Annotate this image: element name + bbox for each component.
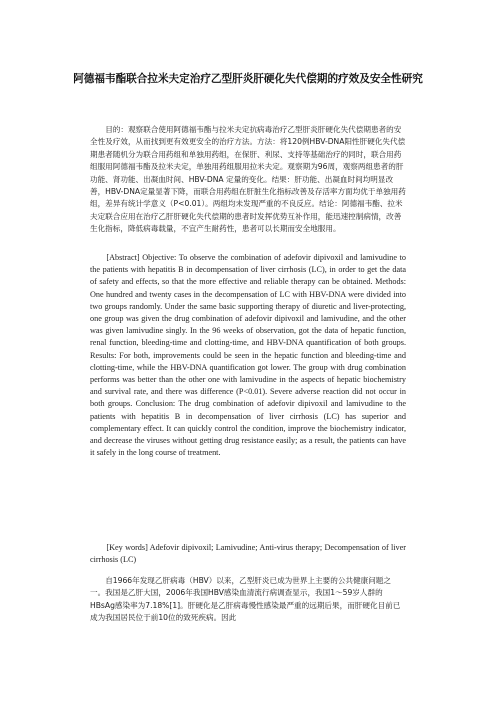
english-abstract: [Abstract] Objective: To observe the combination of adefovir dipivoxil and lamivudine to the patients with hepatitis B in decompensation of liver cirrhosis (LC), in order to get the data of safety and effects, so that the more effective and reliable therapy can be obtained. Methods: One hundred and twenty cases in the decompensation of LC with HBV-DNA were divided into two groups randomly. Under the same basic supporting therapy of diuretic and liver-protecting, one group was given the drug combination of adefovir dipivoxil and lamivudine, and the other was given lamivudine singly. In the 96 weeks of observation, got the data of hepatic function, renal function, bleeding-time and clotting-time, and HBV-DNA quantification of both groups. Results: For both, improvements could be seen in the hepatic function and bleeding-time and clotting-time, while the HBV-DNA quantification got lower. The group with drug combination performs was better than the other one with lamivudine in the aspects of hepatic biochemistry and survival rate, and there was difference (P<0.01). Severe adverse reaction did not occur in both groups. Conclusion: The drug combination of adefovir dipivoxil and lamivudine to the patients with hepatitis B in decompensation of liver cirrhosis (LC) has superior and complementary effect. It can quickly control the condition, improve the biochemistry indicator, and decrease the viruses without getting drug resistance easily; as a result, the patients can have it safely in the long course of treatment. bbox=[90, 253, 406, 458]
keywords: [Key words] Adefovir dipivoxil; Lamivudine; Anti-virus therapy; Decompensation of liver cirrhosis (LC) bbox=[90, 543, 406, 565]
paper-title: 阿德福韦酯联合拉米夫定治疗乙型肝炎肝硬化失代偿期的疗效及安全性研究 bbox=[73, 73, 423, 85]
chinese-abstract: 目的：观察联合使用阿德福韦酯与拉米夫定抗病毒治疗乙型肝炎肝硬化失代偿期患者的安全性及疗效，从而找到更有效更安全的治疗方法。方法：将120例HBV-DNA阳性肝硬化失代偿期患者随机分为联合用药组和单独用药组，在保肝、利尿、支持等基础治疗的同时，联合用药组服用阿德福韦酯及拉米夫定，单独用药组服用拉米夫定。观察期为96周，观察两组患者的肝功能、肾功能、出凝血时间、HBV-DNA 定量的变化。结果：肝功能、出凝血时间均明显改善，HBV-DNA定量显著下降，而联合用药组在肝脏生化指标改善及存活率方面均优于单独用药组，差异有统计学意义（P<0.01）。两组均未发现严重的不良反应。结论：阿德福韦酯、拉米夫定联合应用在治疗乙肝肝硬化失代偿期的患者时发挥优势互补作用，能迅速控制病情，改善生化指标，降低病毒载量，不宜产生耐药性，患者可以长期而安全地服用。 bbox=[90, 125, 406, 234]
introduction-paragraph: 自1966年发现乙肝病毒（HBV）以来，乙型肝炎已成为世界上主要的公共健康问题之一。我国是乙肝大国，2006年我国HBV感染血清流行病调查显示，我国1～59岁人群的HBsAg感染率为7.18%[1]。肝硬化是乙肝病毒慢性感染最严重的远期后果，而肝硬化目前已成为我国居民位于前10位的致死疾病。因此 bbox=[90, 576, 401, 623]
